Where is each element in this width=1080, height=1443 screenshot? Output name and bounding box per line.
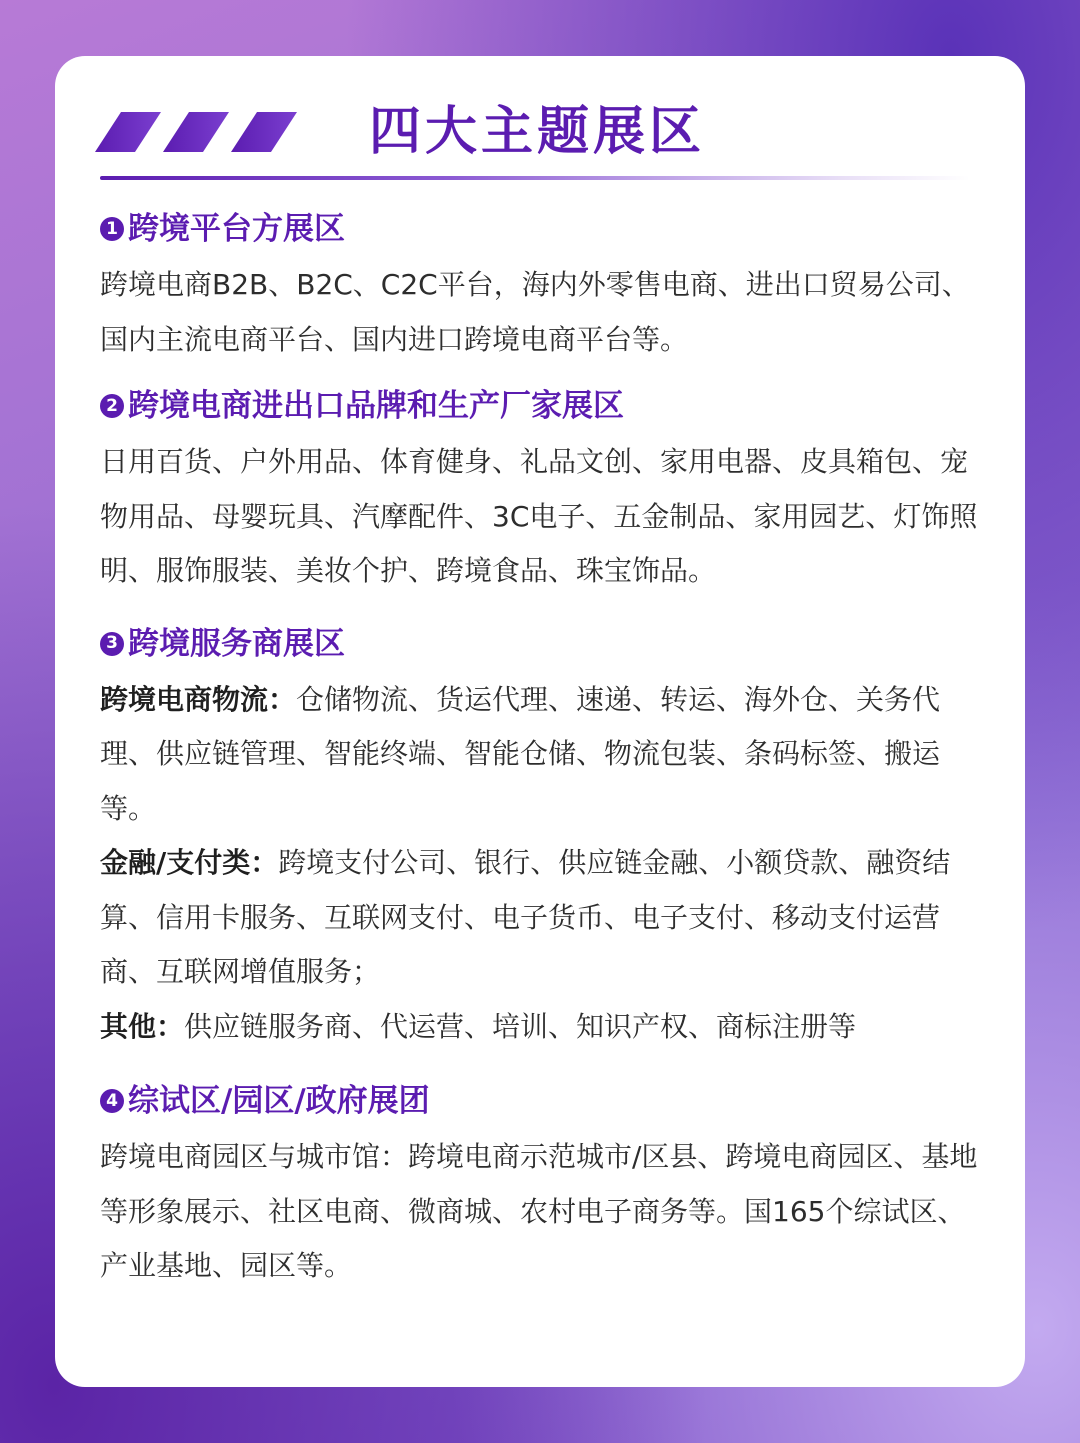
paragraph-text: 跨境支付公司、银行、供应链金融、小额贷款、融资结算、信用卡服务、互联网支付、电子货币、电子支付、移动支付运营商、互联网增值服务；: [100, 846, 951, 988]
section-number-badge: 1: [100, 217, 124, 241]
section-number-badge: 3: [100, 632, 124, 656]
content-card: [55, 56, 1025, 1387]
paragraph-text: 仓储物流、货运代理、速递、转运、海外仓、关务代理、供应链管理、智能终端、智能仓储、物流包装、条码标签、搬运等。: [100, 682, 941, 825]
section-paragraph-other: [100, 1000, 980, 1055]
section-paragraph: [100, 435, 980, 599]
section-title: 跨境电商进出口品牌和生产厂家展区: [128, 388, 624, 424]
section-brands-manufacturers: [100, 381, 980, 599]
section-heading: [100, 1076, 980, 1126]
section-title: 综试区/园区/政府展团: [128, 1083, 430, 1119]
paragraph-text: 供应链服务商、代运营、培训、知识产权、商标注册等: [184, 1009, 857, 1043]
section-number-badge: 4: [100, 1089, 124, 1113]
section-number-badge: 2: [100, 394, 124, 418]
section-paragraph-logistics: [100, 673, 980, 837]
paragraph-label: 其他：: [100, 1009, 185, 1043]
page-header: [95, 102, 995, 168]
section-heading: [100, 204, 980, 254]
section-paragraph-finance: [100, 836, 980, 1000]
section-pilot-zones: [100, 1076, 980, 1294]
section-heading: [100, 381, 980, 431]
section-platforms: [100, 204, 980, 367]
section-paragraph: [100, 1130, 980, 1294]
page-title: 四大主题展区: [369, 102, 706, 162]
paragraph-text: 跨境电商B2B、B2C、C2C平台，海内外零售电商、进出口贸易公司、国内主流电商平台、国内进口跨境电商平台等。: [100, 268, 970, 356]
section-paragraph: [100, 258, 980, 367]
section-title: 跨境服务商展区: [128, 625, 345, 662]
paragraph-text: 跨境电商园区与城市馆：跨境电商示范城市/区县、跨境电商园区、基地等形象展示、社区电商、微商城、农村电子商务等。国165个综试区、产业基地、园区等。: [100, 1140, 978, 1282]
section-heading: [100, 619, 980, 669]
sections-container: [100, 204, 980, 1294]
paragraph-label: 金融/支付类：: [100, 846, 279, 879]
stripes-decoration: [95, 112, 305, 152]
section-service-providers: [100, 619, 980, 1055]
paragraph-label: 跨境电商物流：: [100, 682, 297, 716]
title-divider: [100, 176, 970, 180]
section-title: 跨境平台方展区: [128, 211, 345, 247]
paragraph-text: 日用百货、户外用品、体育健身、礼品文创、家用电器、皮具箱包、宠物用品、母婴玩具、汽摩配件、3C电子、五金制品、家用园艺、灯饰照明、服饰服装、美妆个护、跨境食品、珠宝饰品。: [100, 445, 978, 587]
